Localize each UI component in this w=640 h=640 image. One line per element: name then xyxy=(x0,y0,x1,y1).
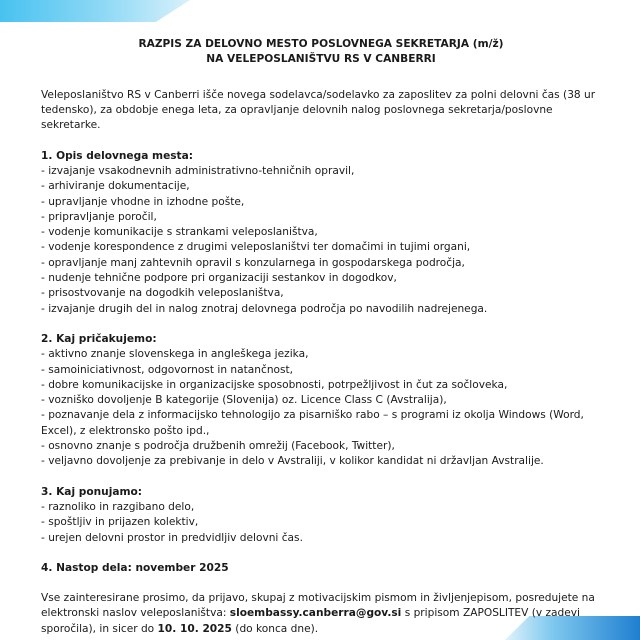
closing-text: Vse zainteresirane prosimo, da prijavo, skupaj z motivacijskim pismom in življenjepisom, posredujete na elektronski naslov veleposlaništva: xyxy=(41,592,595,620)
list-item: - izvajanje drugih del in nalog znotraj delovnega področja po navodilih nadrejenega. xyxy=(41,302,488,315)
list-item: - pripravljanje poročil, xyxy=(41,210,157,223)
section-heading: 4. Nastop dela: november 2025 xyxy=(41,561,229,574)
title-line-1: RAZPIS ZA DELOVNO MESTO POSLOVNEGA SEKRETARJA (m/ž) xyxy=(138,38,504,50)
section-heading: 1. Opis delovnega mesta: xyxy=(41,149,194,162)
list-item: - upravljanje vhodne in izhodne pošte, xyxy=(41,195,245,208)
list-item: - raznoliko in razgibano delo, xyxy=(41,500,195,513)
list-item: - opravljanje manj zahtevnih opravil s konzularnega in gospodarskega področja, xyxy=(41,256,465,269)
list-item: - poznavanje dela z informacijsko tehnologijo za pisarniško rabo – s programi iz okolja Windows (Word, Excel), z elektronsko pošto ipd., xyxy=(41,409,584,437)
list-item: - samoiniciativnost, odgovornost in natančnost, xyxy=(41,363,294,376)
list-item: - aktivno znanje slovenskega in angleškega jezika, xyxy=(41,348,309,361)
section-offer xyxy=(41,485,611,546)
closing-text: s pripisom ZAPOSLITEV (v zadevi sporočila), in sicer do xyxy=(41,607,580,635)
corner-decoration-top-left xyxy=(0,0,190,22)
offer-list xyxy=(41,500,611,546)
section-job-description xyxy=(41,149,611,317)
list-item: - prisostvovanje na dogodkih veleposlaništva, xyxy=(41,287,284,300)
list-item: - vozniško dovoljenje B kategorije (Slovenija) oz. Licence Class C (Avstralija), xyxy=(41,394,447,407)
list-item: - spoštljiv in prijazen kolektiv, xyxy=(41,516,199,529)
list-item: - nudenje tehnične podpore pri organizaciji sestankov in dogodkov, xyxy=(41,272,397,285)
list-item: - arhiviranje dokumentacije, xyxy=(41,180,190,193)
list-item: - vodenje komunikacije s strankami veleposlaništva, xyxy=(41,226,318,239)
job-description-list xyxy=(41,164,611,317)
document-title xyxy=(41,37,611,68)
intro-paragraph: Veleposlaništvo RS v Canberri išče novega sodelavca/sodelavko za zaposlitev za polni delovni čas (38 ur tedensko), za obdobje enega leta, za opravljanje delovnih nalog poslovnega sekretarja/poslovne sekretarke. xyxy=(41,88,596,132)
closing-text: (do konca dne). xyxy=(231,622,319,635)
list-item: - veljavno dovoljenje za prebivanje in delo v Avstraliji, v kolikor kandidat ni državljan Avstralije. xyxy=(41,455,544,468)
email-link[interactable]: sloembassy.canberra@gov.si xyxy=(229,607,402,620)
list-item: - osnovno znanje s področja družbenih omrežij (Facebook, Twitter), xyxy=(41,440,395,453)
list-item: - izvajanje vsakodnevnih administrativno-tehničnih opravil, xyxy=(41,165,355,177)
list-item: - dobre komunikacijske in organizacijske sposobnosti, potrpežljivost in čut za sočloveka, xyxy=(41,378,508,391)
expectations-list xyxy=(41,347,611,469)
section-start-date xyxy=(41,561,611,576)
section-heading: 3. Kaj ponujamo: xyxy=(41,485,143,498)
title-line-2: NA VELEPOSLANIŠTVU RS V CANBERRI xyxy=(206,53,436,66)
list-item: - vodenje korespondence z drugimi veleposlaništvi ter domačimi in tujimi organi, xyxy=(41,241,471,254)
closing-paragraph xyxy=(41,591,611,637)
list-item: - urejen delovni prostor in predvidljiv delovni čas. xyxy=(41,531,303,544)
section-expectations xyxy=(41,332,611,470)
deadline-date: 10. 10. 2025 xyxy=(157,622,232,635)
section-heading: 2. Kaj pričakujemo: xyxy=(41,332,157,345)
job-posting xyxy=(41,34,611,637)
